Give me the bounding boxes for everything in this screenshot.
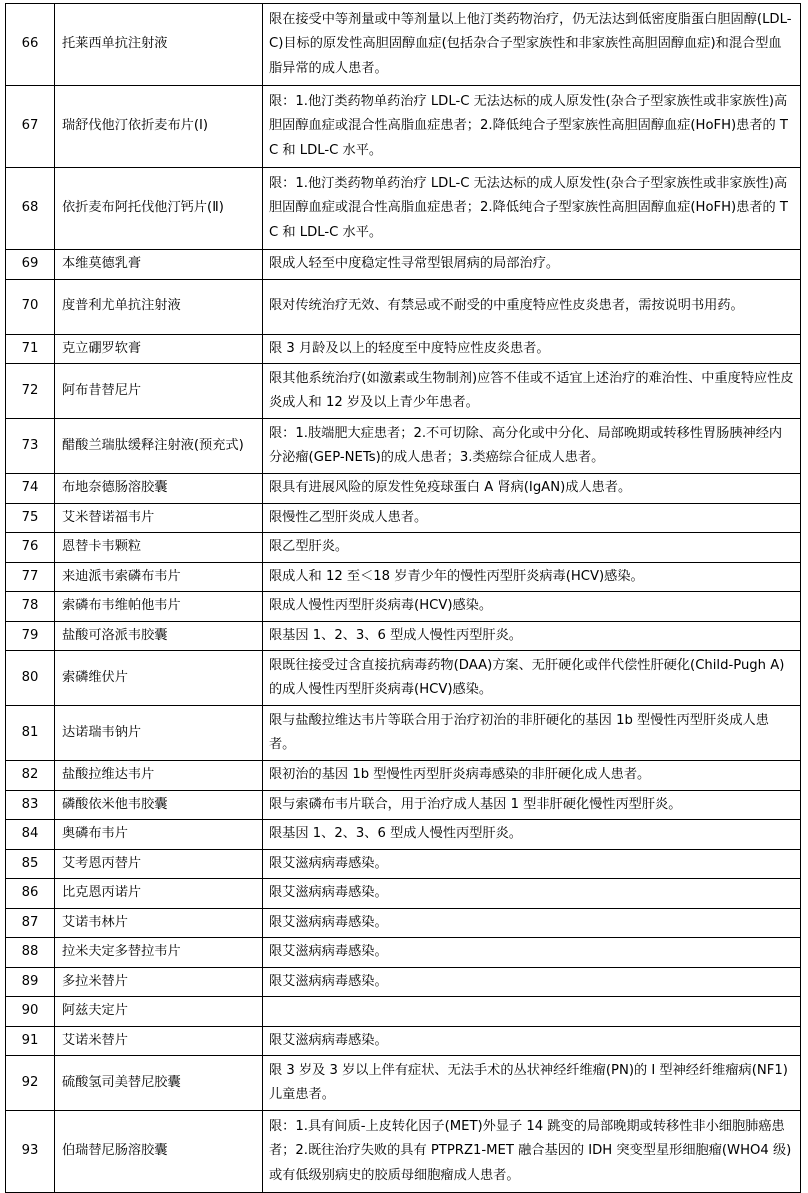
usage-limit: 限乙型肝炎。 bbox=[263, 533, 801, 563]
usage-limit: 限艾滋病病毒感染。 bbox=[263, 849, 801, 879]
drug-name: 醋酸兰瑞肽缓释注射液(预充式) bbox=[55, 419, 263, 474]
row-number: 69 bbox=[6, 250, 55, 280]
table-row bbox=[6, 651, 801, 706]
drug-name: 阿兹夫定片 bbox=[55, 997, 263, 1027]
table-row bbox=[6, 1111, 801, 1193]
drug-name: 艾诺韦林片 bbox=[55, 908, 263, 938]
table-row bbox=[6, 279, 801, 334]
drug-name: 托莱西单抗注射液 bbox=[55, 4, 263, 86]
usage-limit: 限艾滋病病毒感染。 bbox=[263, 938, 801, 968]
usage-limit: 限艾滋病病毒感染。 bbox=[263, 908, 801, 938]
table-row bbox=[6, 908, 801, 938]
usage-limit: 限：1.具有间质-上皮转化因子(MET)外显子 14 跳变的局部晚期或转移性非小细胞肺癌患者；2.既往治疗失败的具有 PTPRZ1-MET 融合基因的 IDH 突变型星形细胞瘤(WHO4 级)或有低级别病史的胶质母细胞瘤成人患者。 bbox=[263, 1111, 801, 1193]
drug-limit-table bbox=[5, 3, 801, 1193]
row-number: 80 bbox=[6, 651, 55, 706]
row-number: 85 bbox=[6, 849, 55, 879]
usage-limit: 限：1.肢端肥大症患者；2.不可切除、高分化或中分化、局部晚期或转移性胃肠胰神经内分泌瘤(GEP-NETs)的成人患者；3.类癌综合征成人患者。 bbox=[263, 419, 801, 474]
usage-limit: 限成人慢性丙型肝炎病毒(HCV)感染。 bbox=[263, 592, 801, 622]
usage-limit: 限艾滋病病毒感染。 bbox=[263, 1026, 801, 1056]
drug-name: 布地奈德肠溶胶囊 bbox=[55, 474, 263, 504]
row-number: 73 bbox=[6, 419, 55, 474]
usage-limit: 限艾滋病病毒感染。 bbox=[263, 879, 801, 909]
usage-limit: 限 3 月龄及以上的轻度至中度特应性皮炎患者。 bbox=[263, 334, 801, 364]
table-row bbox=[6, 997, 801, 1027]
table-row bbox=[6, 474, 801, 504]
drug-name: 奥磷布韦片 bbox=[55, 820, 263, 850]
usage-limit: 限成人和 12 至＜18 岁青少年的慢性丙型肝炎病毒(HCV)感染。 bbox=[263, 562, 801, 592]
table-row bbox=[6, 364, 801, 419]
row-number: 74 bbox=[6, 474, 55, 504]
drug-name: 恩替卡韦颗粒 bbox=[55, 533, 263, 563]
row-number: 77 bbox=[6, 562, 55, 592]
table-row bbox=[6, 250, 801, 280]
row-number: 79 bbox=[6, 621, 55, 651]
table-row bbox=[6, 592, 801, 622]
drug-name: 伯瑞替尼肠溶胶囊 bbox=[55, 1111, 263, 1193]
drug-name: 艾米替诺福韦片 bbox=[55, 503, 263, 533]
drug-name: 达诺瑞韦钠片 bbox=[55, 706, 263, 761]
drug-name: 索磷维伏片 bbox=[55, 651, 263, 706]
row-number: 66 bbox=[6, 4, 55, 86]
table-row bbox=[6, 86, 801, 168]
usage-limit bbox=[263, 997, 801, 1027]
drug-name: 来迪派韦索磷布韦片 bbox=[55, 562, 263, 592]
row-number: 87 bbox=[6, 908, 55, 938]
drug-name: 瑞舒伐他汀依折麦布片(Ⅰ) bbox=[55, 86, 263, 168]
drug-name: 多拉米替片 bbox=[55, 967, 263, 997]
usage-limit: 限具有进展风险的原发性免疫球蛋白 A 肾病(IgAN)成人患者。 bbox=[263, 474, 801, 504]
table-row bbox=[6, 1026, 801, 1056]
row-number: 93 bbox=[6, 1111, 55, 1193]
row-number: 78 bbox=[6, 592, 55, 622]
row-number: 75 bbox=[6, 503, 55, 533]
table-row bbox=[6, 334, 801, 364]
row-number: 68 bbox=[6, 168, 55, 250]
table-row bbox=[6, 938, 801, 968]
table-row bbox=[6, 621, 801, 651]
usage-limit: 限既往接受过含直接抗病毒药物(DAA)方案、无肝硬化或伴代偿性肝硬化(Child-Pugh A)的成人慢性丙型肝炎病毒(HCV)感染。 bbox=[263, 651, 801, 706]
row-number: 71 bbox=[6, 334, 55, 364]
usage-limit: 限艾滋病病毒感染。 bbox=[263, 967, 801, 997]
table-row bbox=[6, 4, 801, 86]
drug-name: 索磷布韦维帕他韦片 bbox=[55, 592, 263, 622]
usage-limit: 限其他系统治疗(如激素或生物制剂)应答不佳或不适宜上述治疗的难治性、中重度特应性皮炎成人和 12 岁及以上青少年患者。 bbox=[263, 364, 801, 419]
usage-limit: 限成人轻至中度稳定性寻常型银屑病的局部治疗。 bbox=[263, 250, 801, 280]
table-row bbox=[6, 706, 801, 761]
drug-name: 盐酸拉维达韦片 bbox=[55, 761, 263, 791]
row-number: 92 bbox=[6, 1056, 55, 1111]
drug-name: 度普利尤单抗注射液 bbox=[55, 279, 263, 334]
drug-name: 艾考恩丙替片 bbox=[55, 849, 263, 879]
row-number: 82 bbox=[6, 761, 55, 791]
row-number: 88 bbox=[6, 938, 55, 968]
usage-limit: 限与索磷布韦片联合，用于治疗成人基因 1 型非肝硬化慢性丙型肝炎。 bbox=[263, 790, 801, 820]
drug-name: 拉米夫定多替拉韦片 bbox=[55, 938, 263, 968]
table-row bbox=[6, 967, 801, 997]
drug-name: 克立硼罗软膏 bbox=[55, 334, 263, 364]
row-number: 83 bbox=[6, 790, 55, 820]
table-row bbox=[6, 168, 801, 250]
table-row bbox=[6, 1056, 801, 1111]
table-body bbox=[6, 4, 801, 1193]
usage-limit: 限：1.他汀类药物单药治疗 LDL-C 无法达标的成人原发性(杂合子型家族性或非家族性)高胆固醇血症或混合性高脂血症患者；2.降低纯合子型家族性高胆固醇血症(HoFH)患者的 TC 和 LDL-C 水平。 bbox=[263, 168, 801, 250]
table-row bbox=[6, 849, 801, 879]
table-row bbox=[6, 820, 801, 850]
usage-limit: 限 3 岁及 3 岁以上伴有症状、无法手术的丛状神经纤维瘤(PN)的 I 型神经纤维瘤病(NF1)儿童患者。 bbox=[263, 1056, 801, 1111]
row-number: 89 bbox=[6, 967, 55, 997]
usage-limit: 限慢性乙型肝炎成人患者。 bbox=[263, 503, 801, 533]
drug-name: 硫酸氢司美替尼胶囊 bbox=[55, 1056, 263, 1111]
row-number: 67 bbox=[6, 86, 55, 168]
usage-limit: 限：1.他汀类药物单药治疗 LDL-C 无法达标的成人原发性(杂合子型家族性或非家族性)高胆固醇血症或混合性高脂血症患者；2.降低纯合子型家族性高胆固醇血症(HoFH)患者的 TC 和 LDL-C 水平。 bbox=[263, 86, 801, 168]
table-row bbox=[6, 419, 801, 474]
row-number: 90 bbox=[6, 997, 55, 1027]
table-row bbox=[6, 790, 801, 820]
drug-name: 阿布昔替尼片 bbox=[55, 364, 263, 419]
table-row bbox=[6, 533, 801, 563]
usage-limit: 限基因 1、2、3、6 型成人慢性丙型肝炎。 bbox=[263, 820, 801, 850]
usage-limit: 限与盐酸拉维达韦片等联合用于治疗初治的非肝硬化的基因 1b 型慢性丙型肝炎成人患者。 bbox=[263, 706, 801, 761]
usage-limit: 限初治的基因 1b 型慢性丙型肝炎病毒感染的非肝硬化成人患者。 bbox=[263, 761, 801, 791]
usage-limit: 限对传统治疗无效、有禁忌或不耐受的中重度特应性皮炎患者，需按说明书用药。 bbox=[263, 279, 801, 334]
usage-limit: 限基因 1、2、3、6 型成人慢性丙型肝炎。 bbox=[263, 621, 801, 651]
drug-name: 艾诺米替片 bbox=[55, 1026, 263, 1056]
drug-name: 本维莫德乳膏 bbox=[55, 250, 263, 280]
drug-name: 依折麦布阿托伐他汀钙片(Ⅱ) bbox=[55, 168, 263, 250]
table-row bbox=[6, 503, 801, 533]
row-number: 81 bbox=[6, 706, 55, 761]
usage-limit: 限在接受中等剂量或中等剂量以上他汀类药物治疗，仍无法达到低密度脂蛋白胆固醇(LDL-C)目标的原发性高胆固醇血症(包括杂合子型家族性和非家族性高胆固醇血症)和混合型血脂异常的成人患者。 bbox=[263, 4, 801, 86]
drug-name: 比克恩丙诺片 bbox=[55, 879, 263, 909]
row-number: 76 bbox=[6, 533, 55, 563]
row-number: 84 bbox=[6, 820, 55, 850]
table-row bbox=[6, 879, 801, 909]
row-number: 70 bbox=[6, 279, 55, 334]
row-number: 91 bbox=[6, 1026, 55, 1056]
row-number: 86 bbox=[6, 879, 55, 909]
drug-name: 盐酸可洛派韦胶囊 bbox=[55, 621, 263, 651]
row-number: 72 bbox=[6, 364, 55, 419]
table-row bbox=[6, 562, 801, 592]
table-row bbox=[6, 761, 801, 791]
drug-name: 磷酸依米他韦胶囊 bbox=[55, 790, 263, 820]
